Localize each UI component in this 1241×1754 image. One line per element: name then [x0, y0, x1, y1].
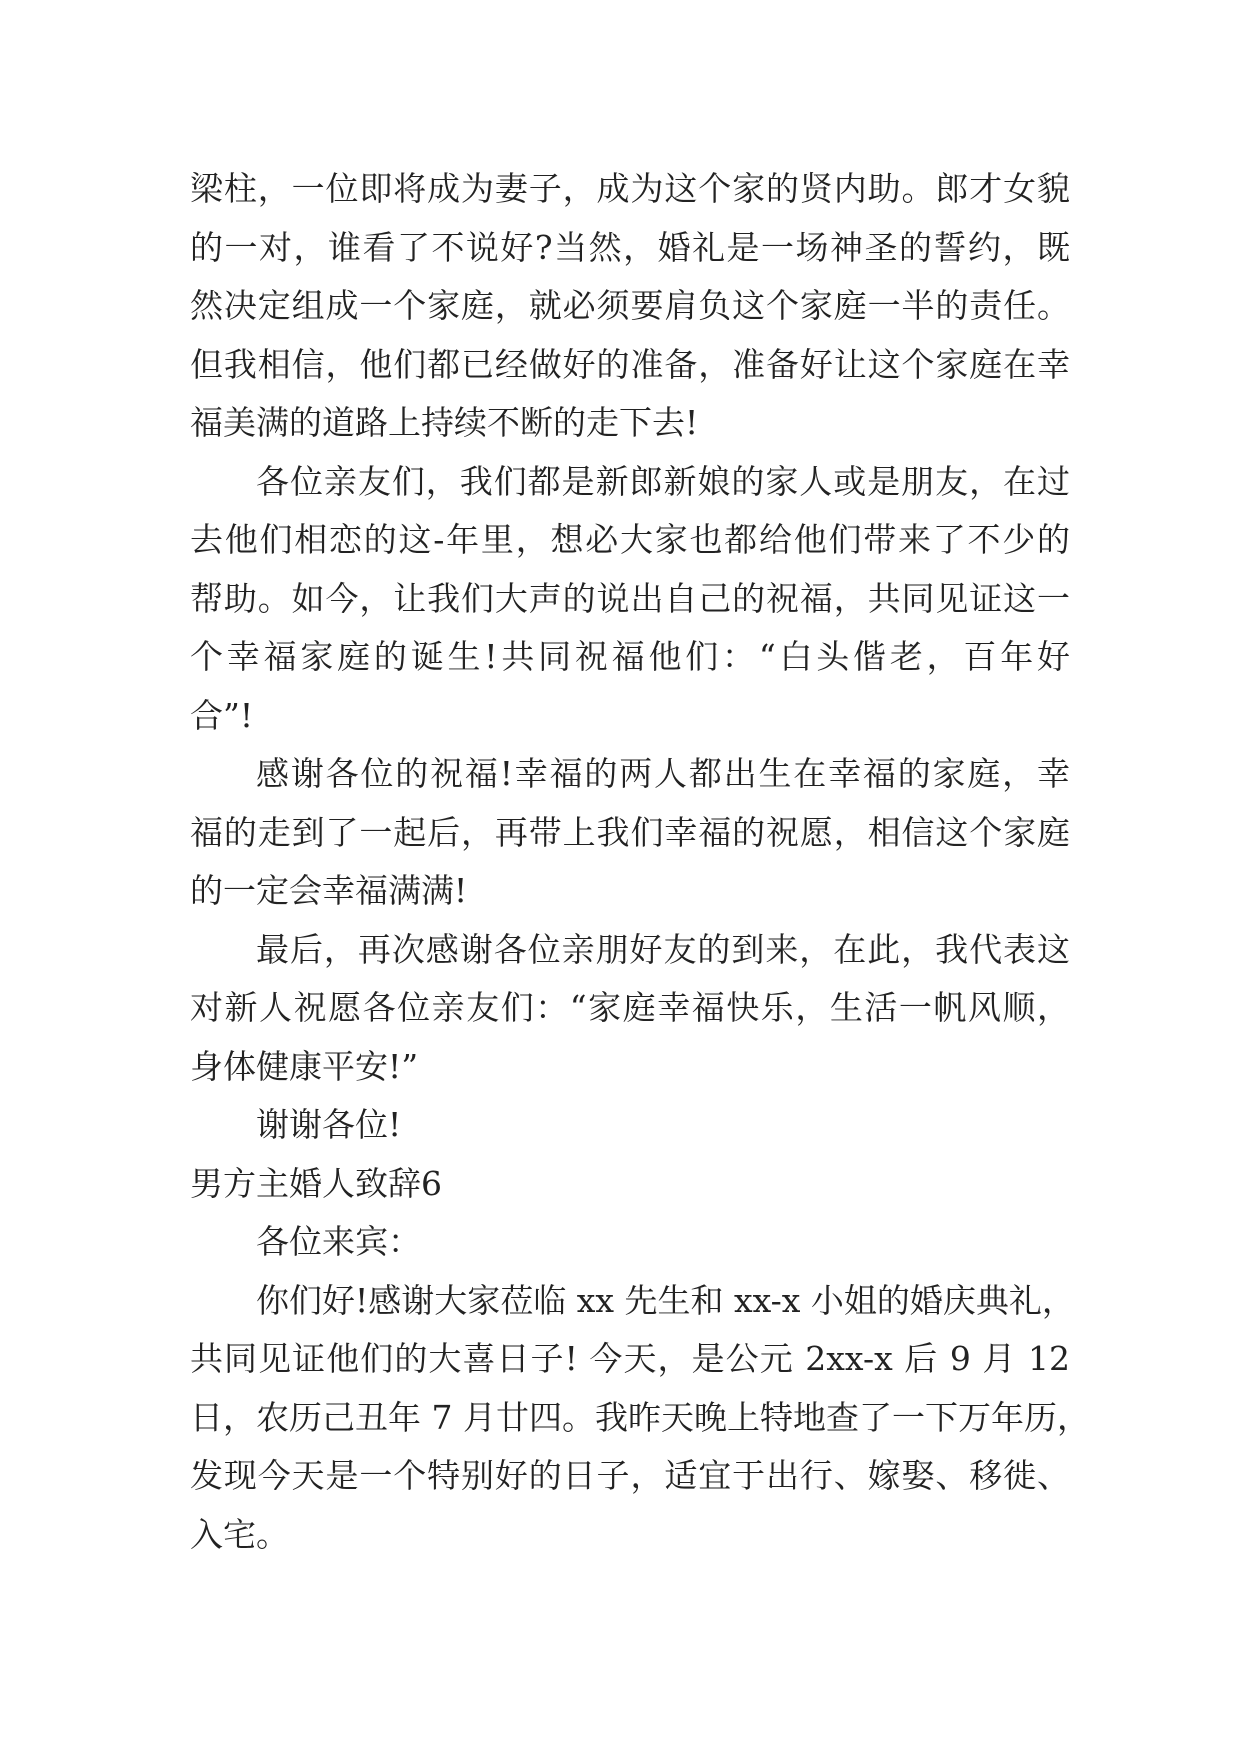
- text-line: 个幸福家庭的诞生!共同祝福他们：“白头偕老，百年好: [190, 637, 1070, 676]
- paragraph-first-line: 你们好!感谢大家莅临 xx 先生和 xx-x 小姐的婚庆典礼，: [256, 1280, 1075, 1320]
- text-line: 入宅。: [190, 1514, 289, 1554]
- text-line: 日，农历己丑年 7 月廿四。我昨天晚上特地查了一下万年历，: [190, 1397, 1090, 1437]
- section-heading: 男方主婚人致辞6: [190, 1163, 442, 1203]
- text-line: 帮助。如今，让我们大声的说出自己的祝福，共同见证这一: [190, 578, 1070, 618]
- text-line: 对新人祝愿各位亲友们：“家庭幸福快乐，生活一帆风顺，: [190, 988, 1070, 1027]
- salutation: 各位来宾：: [256, 1222, 421, 1261]
- paragraph-first-line: 最后，再次感谢各位亲朋好友的到来，在此，我代表这: [256, 929, 1070, 969]
- text-line: 的一定会幸福满满!: [190, 871, 468, 910]
- text-line: 梁柱，一位即将成为妻子，成为这个家的贤内助。郎才女貌: [190, 169, 1070, 208]
- text-line: 发现今天是一个特别好的日子，适宜于出行、嫁娶、移徙、: [190, 1456, 1070, 1495]
- paragraph-first-line: 谢谢各位!: [256, 1105, 402, 1144]
- text-line: 身体健康平安!”: [190, 1046, 419, 1086]
- text-line: 然决定组成一个家庭，就必须要肩负这个家庭一半的责任。: [190, 286, 1070, 325]
- text-line: 但我相信，他们都已经做好的准备，准备好让这个家庭在幸: [190, 344, 1070, 384]
- text-line: 去他们相恋的这-年里，想必大家也都给他们带来了不少的: [190, 520, 1070, 559]
- text-line: 福的走到了一起后，再带上我们幸福的祝愿，相信这个家庭: [190, 812, 1070, 852]
- paragraph-first-line: 感谢各位的祝福!幸福的两人都出生在幸福的家庭，幸: [256, 754, 1070, 793]
- text-line: 福美满的道路上持续不断的走下去!: [190, 403, 699, 442]
- text-line: 的一对，谁看了不说好?当然，婚礼是一场神圣的誓约，既: [190, 227, 1070, 267]
- paragraph-first-line: 各位亲友们，我们都是新郎新娘的家人或是朋友，在过: [256, 461, 1070, 501]
- text-line: 合”!: [190, 695, 254, 735]
- document-body: [190, 160, 1090, 1564]
- text-line: 共同见证他们的大喜日子! 今天，是公元 2xx-x 后 9 月 12: [190, 1339, 1070, 1378]
